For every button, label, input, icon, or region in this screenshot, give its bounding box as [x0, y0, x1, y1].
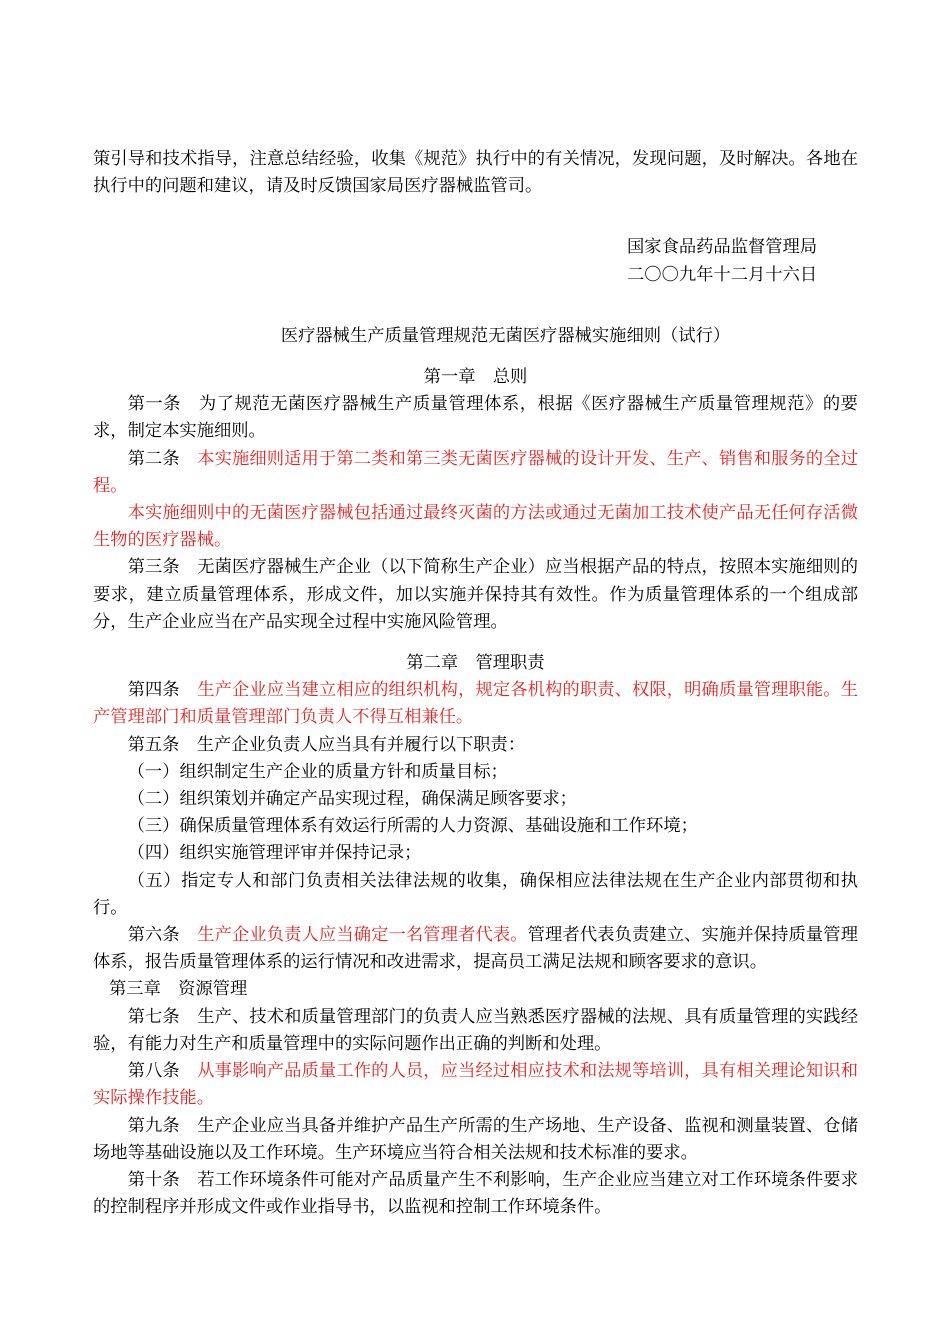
article-text: 若工作环境条件可能对产品质量产生不利影响，生产企业应当建立对工作环境条件要求的控制程序并形成文件或作业指导书，以监视和控制工作环境条件。 — [93, 1169, 858, 1218]
article-text: 为了规范无菌医疗器械生产质量管理体系，根据《医疗器械生产质量管理规范》的要求，制定本实施细则。 — [93, 394, 858, 442]
article-label: 第十条 — [127, 1169, 180, 1190]
list-item: （四）组织实施管理评审并保持记录； — [127, 843, 422, 864]
article-2 — [93, 446, 858, 500]
article-7 — [93, 1004, 858, 1058]
list-item: （五）指定专人和部门负责相关法律法规的收集，确保相应法律法规在生产企业内部贯彻和执行。 — [93, 870, 858, 918]
article-5 — [93, 732, 858, 759]
article-text-highlighted: 从事影响产品质量工作的人员，应当经过相应技术和法规等培训，具有相关理论知识和实际操作技能。 — [93, 1061, 858, 1109]
chapter-1-heading: 第一章 总则 — [423, 367, 528, 388]
chapter-3-heading: 第三章 资源管理 — [109, 979, 248, 1000]
article-label: 第六条 — [127, 925, 180, 946]
article-label: 第三条 — [127, 557, 180, 578]
article-2-paragraph-2: 本实施细则中的无菌医疗器械包括通过最终灭菌的方法或通过无菌加工技术使产品无任何存活微生物的医疗器械。 — [93, 503, 858, 551]
list-item: （三）确保质量管理体系有效运行所需的人力资源、基础设施和工作环境； — [127, 816, 698, 837]
list-item: （一）组织制定生产企业的质量方针和质量目标； — [127, 761, 508, 782]
article-text-highlighted: 本实施细则适用于第二类和第三类无菌医疗器械的设计开发、生产、销售和服务的全过程。 — [93, 448, 858, 496]
spacer — [93, 200, 858, 234]
article-label: 第一条 — [127, 394, 182, 415]
document-title: 医疗器械生产质量管理规范无菌医疗器械实施细则（试行） — [280, 325, 731, 346]
article-label: 第八条 — [127, 1061, 180, 1082]
article-text-highlighted: 生产企业应当建立相应的组织机构，规定各机构的职责、权限，明确质量管理职能。生产管理部门和质量管理部门负责人不得互相兼任。 — [93, 680, 858, 728]
article-label: 第七条 — [127, 1006, 180, 1027]
article-label: 第五条 — [127, 734, 180, 755]
issue-date: 二〇〇九年十二月十六日 — [627, 264, 818, 285]
article-text: 生产、技术和质量管理部门的负责人应当熟悉医疗器械的法规、具有质量管理的实践经验，有能力对生产和质量管理中的实际问题作出正确的判断和处理。 — [93, 1006, 858, 1054]
list-item: （二）组织策划并确定产品实现过程，确保满足顾客要求； — [127, 789, 577, 810]
chapter-2-heading: 第二章 管理职责 — [406, 653, 545, 674]
article-text-highlighted: 生产企业负责人应当确定一名管理者代表。 — [197, 925, 528, 946]
article-text: 生产企业负责人应当具有并履行以下职责： — [196, 734, 526, 755]
article-label: 第二条 — [127, 448, 180, 469]
article-9 — [93, 1113, 858, 1167]
article-6 — [93, 922, 858, 976]
document-page — [93, 146, 858, 1221]
spacer — [93, 289, 858, 323]
article-10 — [93, 1167, 858, 1221]
article-3 — [93, 554, 858, 636]
article-4 — [93, 677, 858, 731]
article-text: 生产企业应当具备并维护产品生产所需的生产场地、生产设备、监视和测量装置、仓储场地等基础设施以及工作环境。生产环境应当符合相关法规和技术标准的要求。 — [93, 1115, 858, 1163]
article-8 — [93, 1058, 858, 1112]
issuer-name: 国家食品药品监督管理局 — [627, 237, 818, 258]
article-label: 第九条 — [127, 1115, 180, 1136]
article-1 — [93, 391, 858, 445]
article-text: 管理者代表负责建立、实施并保持质量管理体系，报告质量管理体系的运行情况和改进需求，提高员工满足法规和顾客要求的意识。 — [93, 925, 858, 973]
intro-paragraph: 策引导和技术指导，注意总结经验，收集《规范》执行中的有关情况，发现问题，及时解决。各地在执行中的问题和建议，请及时反馈国家局医疗器械监管司。 — [93, 149, 858, 197]
article-text: 无菌医疗器械生产企业（以下简称生产企业）应当根据产品的特点，按照本实施细则的要求，建立质量管理体系，形成文件，加以实施并保持其有效性。作为质量管理体系的一个组成部分，生产企业应当在产品实现全过程中实施风险管理。 — [93, 557, 858, 632]
article-label: 第四条 — [127, 680, 180, 701]
